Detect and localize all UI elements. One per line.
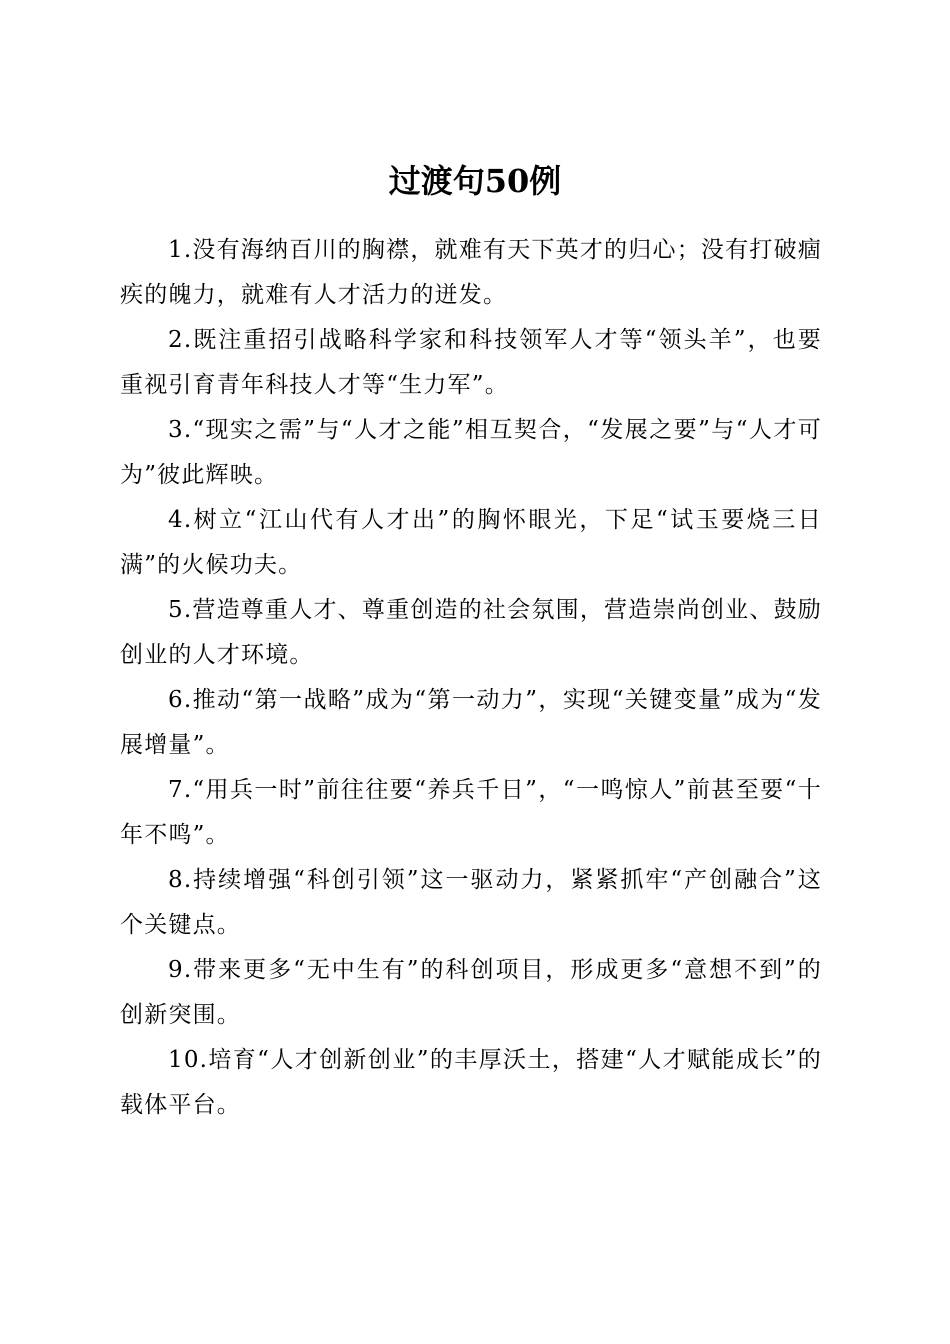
paragraph-7: 7.“用兵一时”前往往要“养兵千日”，“一鸣惊人”前甚至要“十年不鸣”。 — [120, 777, 822, 848]
paragraph-1: 1.没有海纳百川的胸襟，就难有天下英才的归心；没有打破痼疾的魄力，就难有人才活力的迸发。 — [120, 237, 822, 308]
paragraph-10: 10.培育“人才创新创业”的丰厚沃土，搭建“人才赋能成长”的载体平台。 — [120, 1047, 822, 1118]
paragraph-9: 9.带来更多“无中生有”的科创项目，形成更多“意想不到”的创新突围。 — [120, 957, 822, 1028]
paragraph-2: 2.既注重招引战略科学家和科技领军人才等“领头羊”，也要重视引育青年科技人才等“生力军”。 — [120, 327, 822, 398]
document-body — [120, 228, 822, 1128]
paragraph-3: 3.“现实之需”与“人才之能”相互契合，“发展之要”与“人才可为”彼此辉映。 — [120, 417, 822, 488]
paragraph-5: 5.营造尊重人才、尊重创造的社会氛围，营造崇尚创业、鼓励创业的人才环境。 — [120, 597, 822, 668]
paragraph-4: 4.树立“江山代有人才出”的胸怀眼光，下足“试玉要烧三日满”的火候功夫。 — [120, 507, 822, 578]
document-title: 过渡句50例 — [388, 162, 562, 201]
paragraph-8: 8.持续增强“科创引领”这一驱动力，紧紧抓牢“产创融合”这个关键点。 — [120, 867, 822, 938]
paragraph-6: 6.推动“第一战略”成为“第一动力”，实现“关键变量”成为“发展增量”。 — [120, 687, 822, 758]
